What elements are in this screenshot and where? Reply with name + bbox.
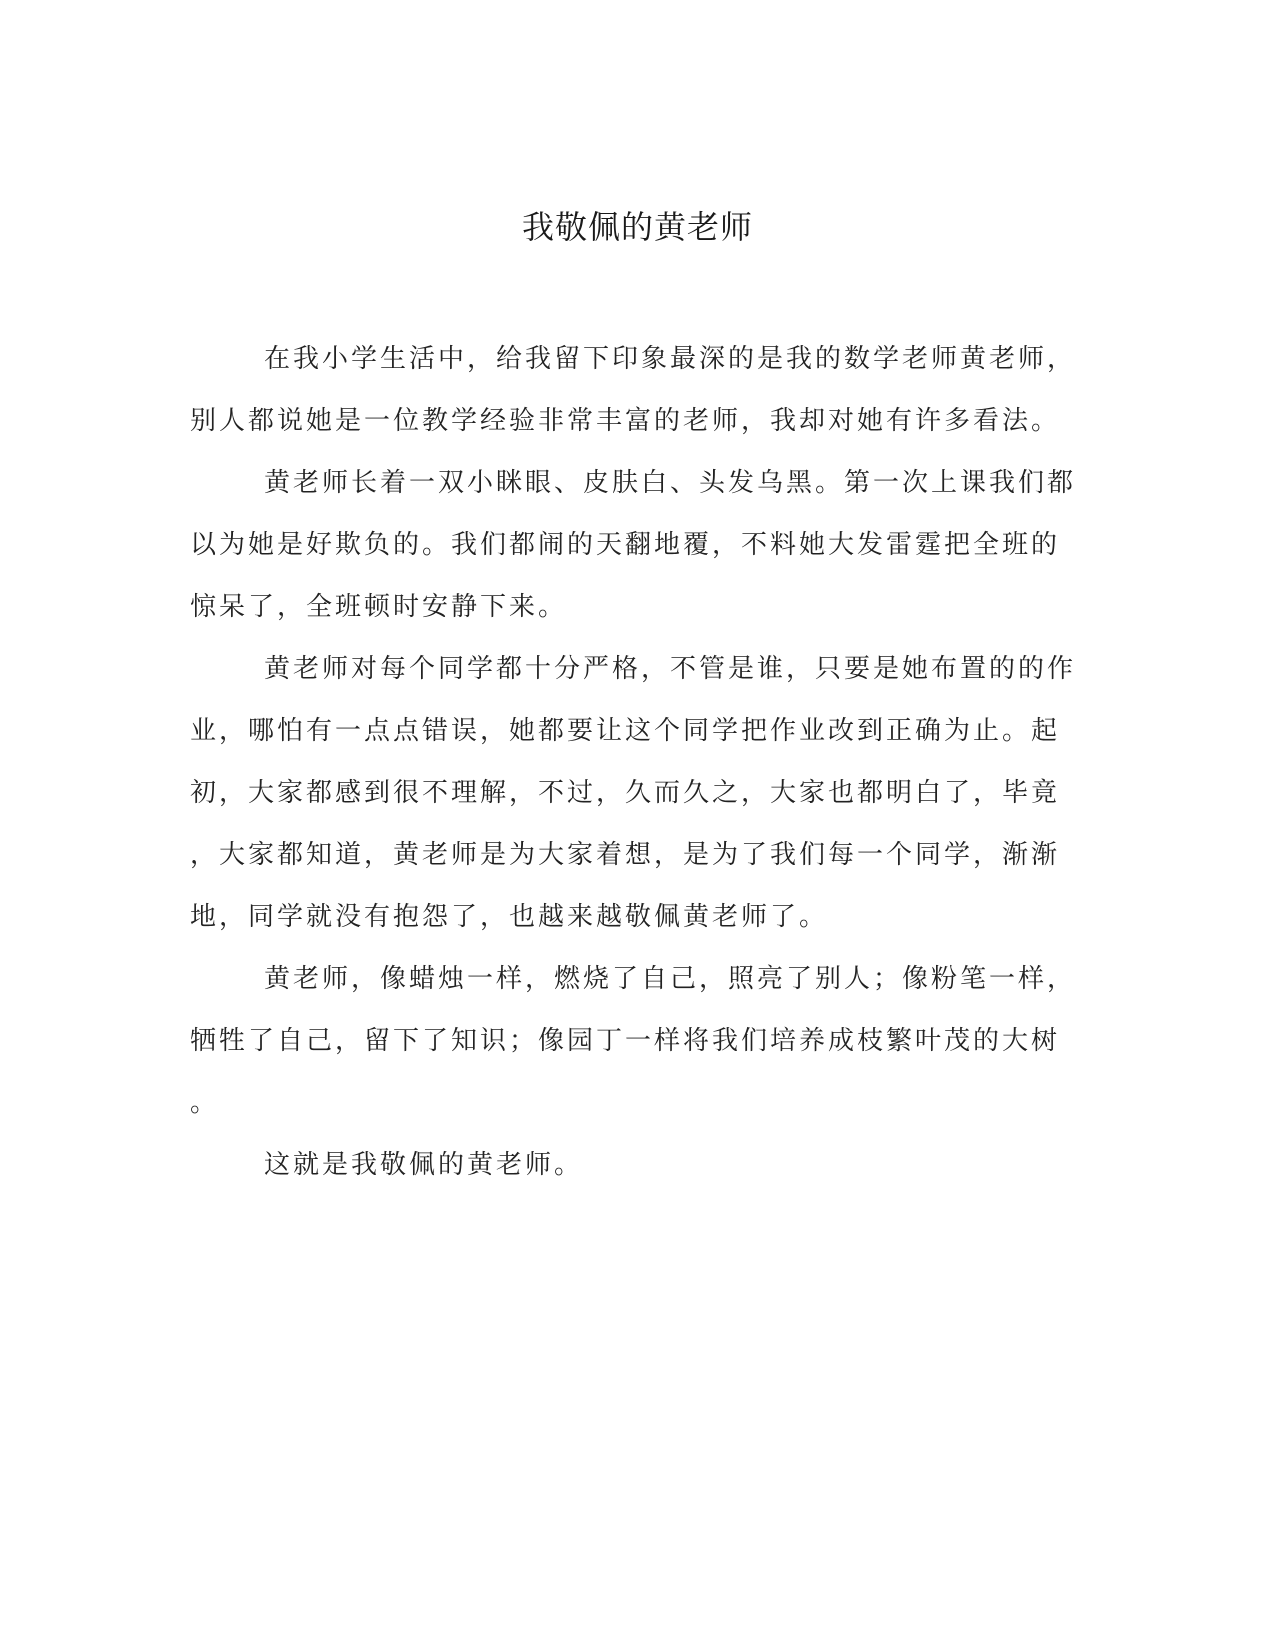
paragraph-3-line-4: ，大家都知道，黄老师是为大家着想，是为了我们每一个同学，渐渐 [190,840,1061,870]
document-body [190,328,1075,1196]
document-title: 我敬佩的黄老师 [521,208,753,246]
paragraph-3-line-2: 业，哪怕有一点点错误，她都要让这个同学把作业改到正确为止。起 [190,716,1061,746]
paragraph-2-line-2: 以为她是好欺负的。我们都闹的天翻地覆，不料她大发雷霆把全班的 [190,530,1061,560]
paragraph-2-line-3: 惊呆了，全班顿时安静下来。 [190,592,568,622]
paragraph-1-line-2: 别人都说她是一位教学经验非常丰富的老师，我却对她有许多看法。 [190,406,1061,436]
paragraph-4-line-1: 黄老师，像蜡烛一样，燃烧了自己，照亮了别人；像粉笔一样， [264,964,1077,994]
paragraph-4-line-3: 。 [190,1088,220,1118]
paragraph-4-line-2: 牺牲了自己，留下了知识；像园丁一样将我们培养成枝繁叶茂的大树 [190,1026,1061,1056]
paragraph-5-line-1: 这就是我敬佩的黄老师。 [264,1150,584,1180]
paragraph-2-line-1: 黄老师长着一双小眯眼、皮肤白、头发乌黑。第一次上课我们都 [264,468,1077,498]
paragraph-1-line-1: 在我小学生活中，给我留下印象最深的是我的数学老师黄老师， [264,344,1077,374]
paragraph-3-line-5: 地，同学就没有抱怨了，也越来越敬佩黄老师了。 [190,902,829,932]
paragraph-3-line-3: 初，大家都感到很不理解，不过，久而久之，大家也都明白了，毕竟 [190,778,1061,808]
paragraph-3-line-1: 黄老师对每个同学都十分严格，不管是谁，只要是她布置的的作 [264,654,1077,684]
